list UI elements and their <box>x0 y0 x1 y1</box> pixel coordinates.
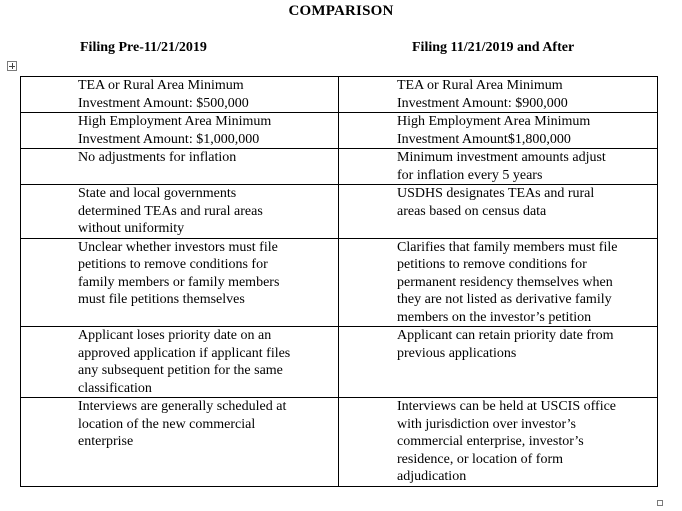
cell-line: they are not listed as derivative family <box>397 292 612 307</box>
cell-line: Applicant loses priority date on an <box>78 328 272 343</box>
cell-line: High Employment Area Minimum <box>397 114 591 129</box>
table-row <box>21 113 658 149</box>
cell-line: Applicant can retain priority date from <box>397 328 614 343</box>
cell-line: Minimum investment amounts adjust <box>397 150 606 165</box>
cell-line: Unclear whether investors must file <box>78 239 278 255</box>
cell-line: family members or family members <box>78 274 280 290</box>
cell-line: Interviews can be held at USCIS office <box>397 399 617 414</box>
cell-line: classification <box>78 380 152 396</box>
cell-line: Clarifies that family members must file <box>397 239 618 255</box>
cell-line: USDHS designates TEAs and rural <box>397 186 595 201</box>
cell-line: High Employment Area Minimum <box>78 114 272 129</box>
cell-line: Investment Amount: $900,000 <box>397 95 568 111</box>
cell-line: with jurisdiction over investor’s <box>397 416 576 432</box>
cell-line: petitions to remove conditions for <box>397 257 587 272</box>
cell-line: must file petitions themselves <box>78 292 245 307</box>
cell-after <box>339 113 658 149</box>
table-row <box>21 185 658 239</box>
cell-pre <box>21 327 339 398</box>
cell-after <box>339 77 658 113</box>
cell-line: approved application if applicant files <box>78 345 291 361</box>
cell-line: without uniformity <box>78 221 185 236</box>
column-header-pre: Filing Pre-11/21/2019 <box>80 40 207 55</box>
comparison-table <box>20 76 658 487</box>
cell-line: permanent residency themselves when <box>397 274 613 290</box>
table-resize-handle-icon[interactable] <box>657 500 663 506</box>
cell-line: Investment Amount: $1,000,000 <box>78 131 260 147</box>
cell-line: members on the investor’s petition <box>397 309 592 325</box>
cell-pre <box>21 238 339 327</box>
cell-pre <box>21 77 339 113</box>
cell-after <box>339 398 658 487</box>
cell-line: residence, or location of form <box>397 451 563 467</box>
cell-line: areas based on census data <box>397 203 547 219</box>
cell-after <box>339 327 658 398</box>
cell-line: commercial enterprise, investor’s <box>397 434 584 449</box>
cell-line: Investment Amount: $500,000 <box>78 95 249 111</box>
cell-pre <box>21 398 339 487</box>
cell-line: determined TEAs and rural areas <box>78 203 263 219</box>
column-header-after: Filing 11/21/2019 and After <box>412 40 575 55</box>
cell-line: location of the new commercial <box>78 416 256 432</box>
cell-pre <box>21 185 339 239</box>
cell-after <box>339 149 658 185</box>
cell-line: Investment Amount$1,800,000 <box>397 131 571 147</box>
table-row <box>21 238 658 327</box>
cell-pre <box>21 113 339 149</box>
cell-line: TEA or Rural Area Minimum <box>397 78 563 93</box>
table-move-handle-icon[interactable] <box>7 61 17 71</box>
cell-pre <box>21 149 339 185</box>
cell-line: State and local governments <box>78 186 237 201</box>
cell-after <box>339 238 658 327</box>
cell-after <box>339 185 658 239</box>
cell-line: for inflation every 5 years <box>397 167 543 183</box>
table-row <box>21 327 658 398</box>
cell-line: No adjustments for inflation <box>78 150 237 165</box>
cell-line: any subsequent petition for the same <box>78 363 283 378</box>
table-row <box>21 398 658 487</box>
cell-line: TEA or Rural Area Minimum <box>78 78 244 93</box>
cell-line: petitions to remove conditions for <box>78 257 268 272</box>
cell-line: enterprise <box>78 434 134 449</box>
table-row <box>21 149 658 185</box>
cell-line: adjudication <box>397 469 467 484</box>
table-row <box>21 77 658 113</box>
cell-line: previous applications <box>397 345 517 361</box>
cell-line: Interviews are generally scheduled at <box>78 399 287 414</box>
document-title: COMPARISON <box>288 3 394 19</box>
